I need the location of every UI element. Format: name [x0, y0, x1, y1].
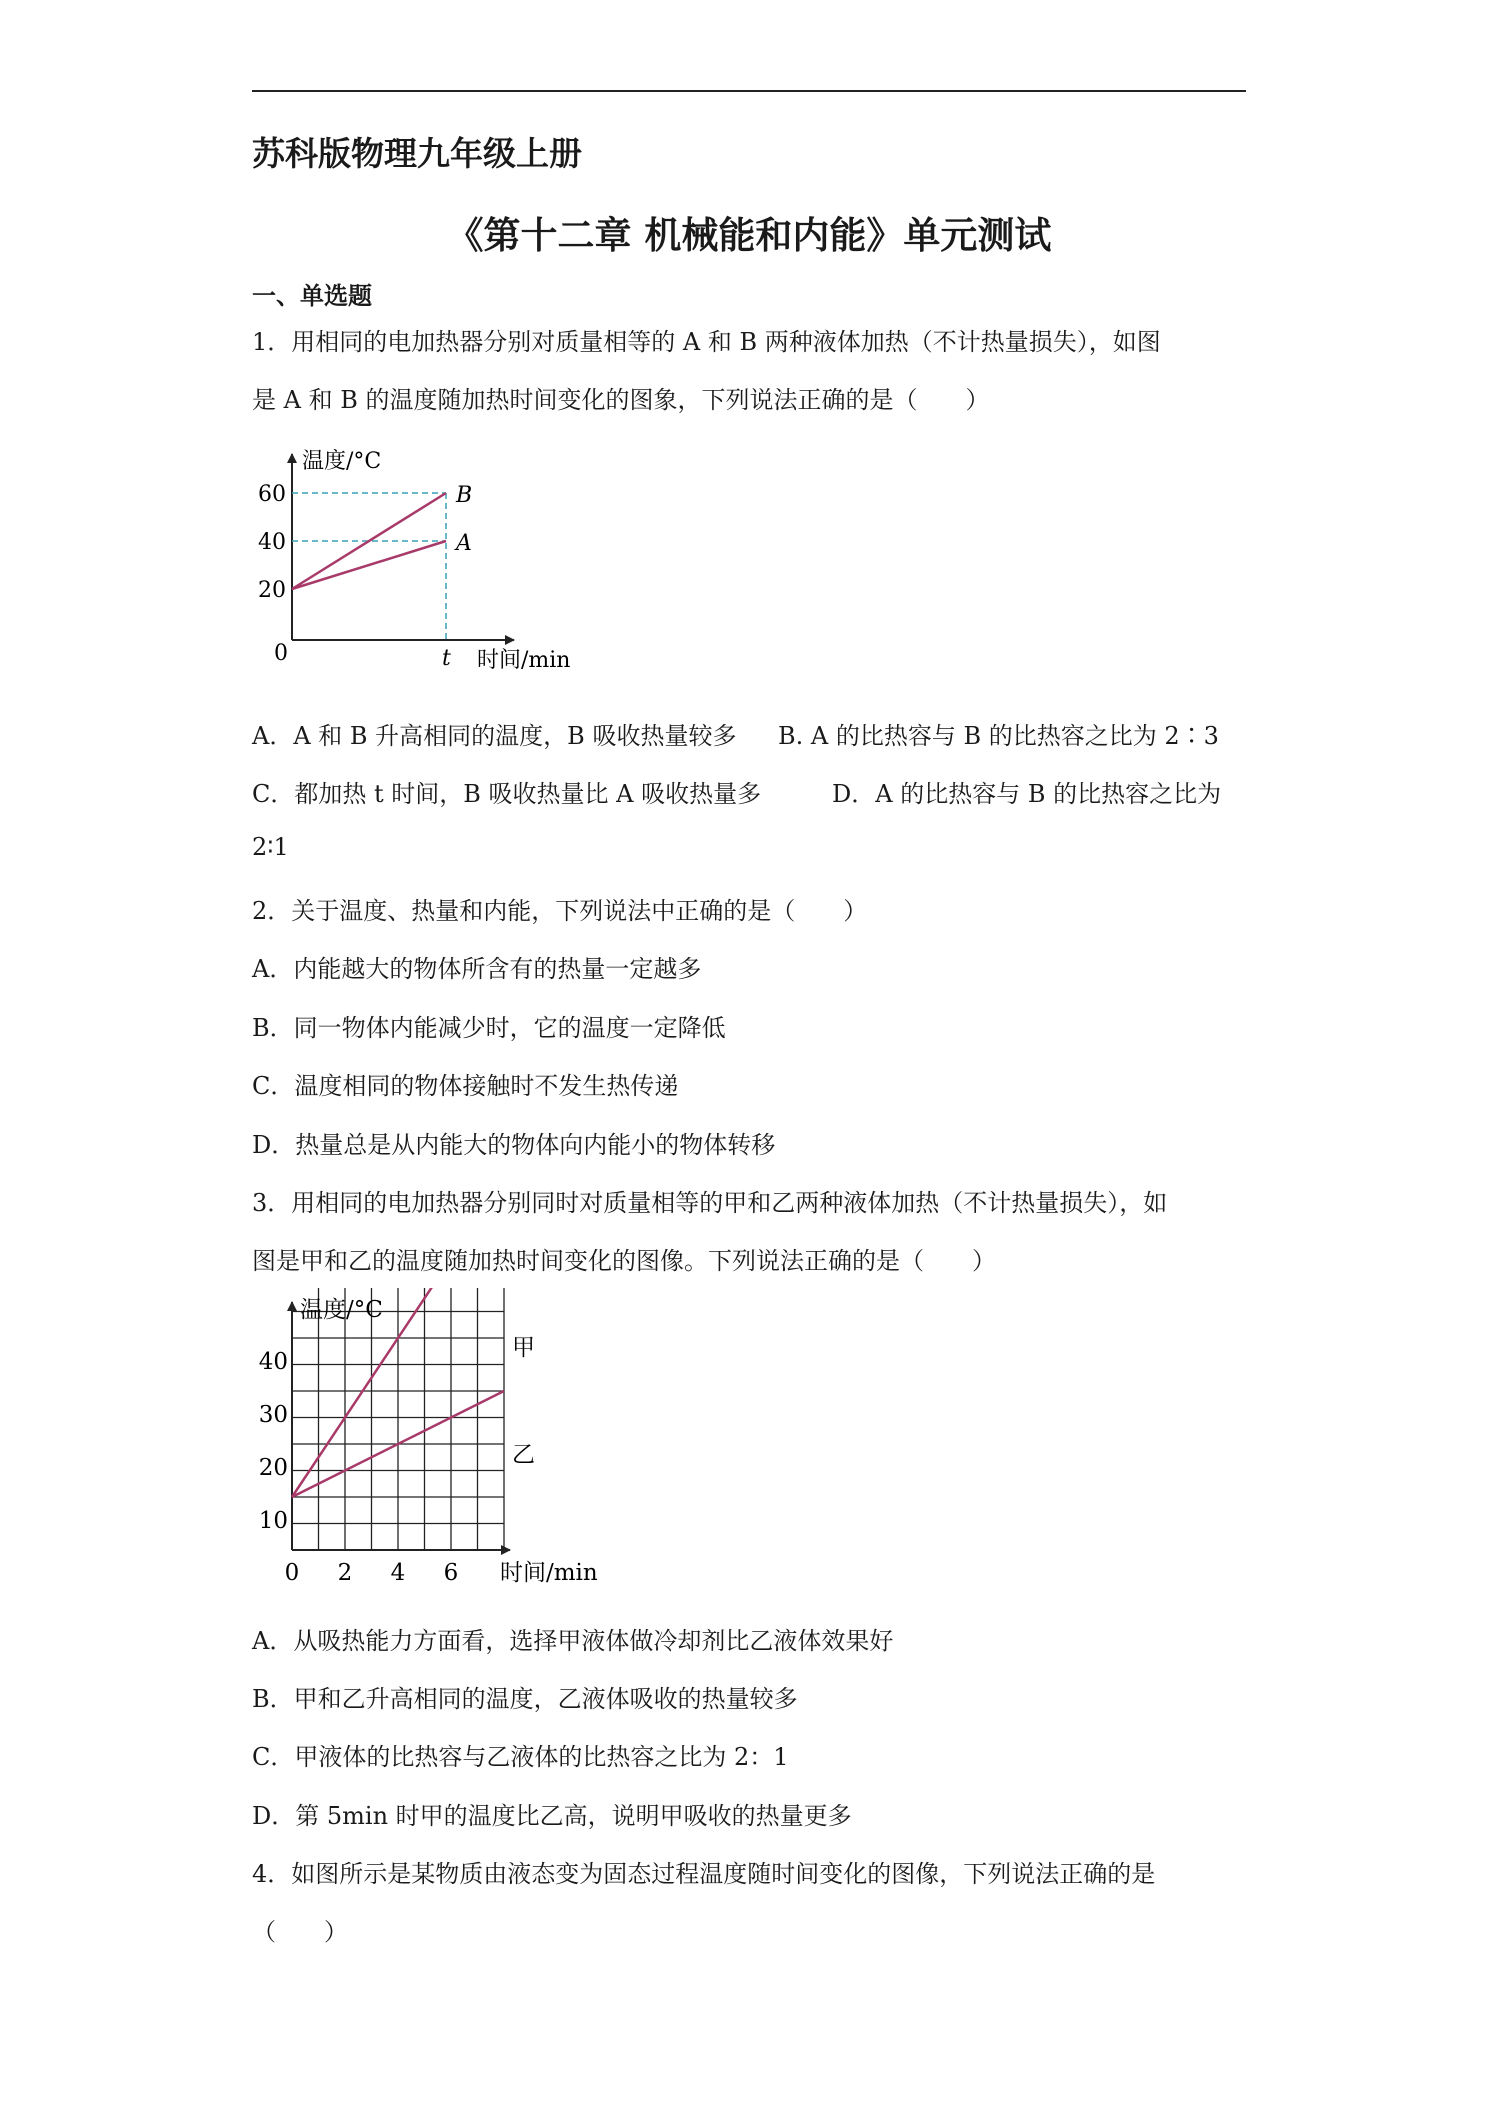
x-tick-4: 4: [390, 1560, 406, 1586]
q1-chart: [252, 440, 582, 680]
q2-option-c: C．温度相同的物体接触时不发生热传递: [252, 1072, 679, 1100]
y-tick-20: 20: [258, 1455, 288, 1481]
q4-stem-line2: （ ）: [252, 1918, 348, 1946]
series-label-yi: 乙: [512, 1442, 535, 1468]
q1-option-c: C．都加热 t 时间，B 吸收热量比 A 吸收热量多: [252, 780, 762, 808]
q2-option-b: B．同一物体内能减少时，它的温度一定降低: [252, 1014, 726, 1042]
y-tick-20: 20: [258, 578, 286, 603]
document-title: 《第十二章 机械能和内能》单元测试: [446, 214, 1052, 257]
grid: [292, 1288, 504, 1550]
y-tick-40: 40: [258, 1349, 288, 1375]
x-axis-label: 时间/min: [500, 1560, 598, 1586]
series-label-b: B: [456, 483, 473, 508]
q3-chart: [252, 1288, 622, 1593]
y-tick-40: 40: [258, 530, 286, 555]
q2-option-d: D．热量总是从内能大的物体向内能小的物体转移: [252, 1131, 776, 1159]
x-tick-t: t: [442, 646, 451, 671]
y-tick-60: 60: [258, 482, 286, 507]
q1-option-b: B. A 的比热容与 B 的比热容之比为 2∶3: [778, 722, 1219, 750]
q2-option-a: A．内能越大的物体所含有的热量一定越多: [252, 955, 702, 983]
q1-option-a: A．A 和 B 升高相同的温度，B 吸收热量较多: [252, 722, 737, 750]
header-rule: [252, 90, 1246, 92]
q1-option-d-cont: 2∶1: [252, 833, 289, 861]
x-tick-6: 6: [443, 1560, 459, 1586]
document-subtitle: 苏科版物理九年级上册: [252, 134, 582, 173]
y-axis-label: 温度/°C: [300, 1297, 383, 1323]
guide-lines: [292, 493, 446, 640]
q3-stem-line1: 3．用相同的电加热器分别同时对质量相等的甲和乙两种液体加热（不计热量损失），如: [252, 1189, 1168, 1217]
x-tick-2: 2: [337, 1560, 353, 1586]
x-axis-label: 时间/min: [477, 648, 571, 673]
q1-option-d: D．A 的比热容与 B 的比热容之比为: [832, 780, 1222, 808]
series-label-jia: 甲: [512, 1335, 535, 1361]
y-tick-10: 10: [258, 1508, 288, 1534]
q3-option-c: C．甲液体的比热容与乙液体的比热容之比为 2：1: [252, 1743, 789, 1771]
y-axis-label: 温度/°C: [302, 449, 382, 474]
x-tick-0: 0: [274, 641, 288, 666]
q3-option-a: A．从吸热能力方面看，选择甲液体做冷却剂比乙液体效果好: [252, 1627, 894, 1655]
q4-stem-line1: 4．如图所示是某物质由液态变为固态过程温度随时间变化的图像，下列说法正确的是: [252, 1860, 1156, 1888]
q1-stem-line2: 是 A 和 B 的温度随加热时间变化的图象，下列说法正确的是（ ）: [252, 386, 990, 414]
q3-option-b: B．甲和乙升高相同的温度，乙液体吸收的热量较多: [252, 1685, 798, 1713]
q2-stem: 2．关于温度、热量和内能，下列说法中正确的是（ ）: [252, 897, 868, 925]
series-line-a: [292, 541, 446, 589]
section-title: 一、单选题: [252, 282, 372, 310]
q1-stem-line1: 1．用相同的电加热器分别对质量相等的 A 和 B 两种液体加热（不计热量损失），如图: [252, 328, 1161, 356]
y-tick-30: 30: [258, 1402, 288, 1428]
series-label-a: A: [456, 531, 472, 556]
x-tick-0: 0: [284, 1560, 300, 1586]
q3-stem-line2: 图是甲和乙的温度随加热时间变化的图像。下列说法正确的是（ ）: [252, 1247, 996, 1275]
q3-option-d: D．第 5min 时甲的温度比乙高，说明甲吸收的热量更多: [252, 1802, 852, 1830]
